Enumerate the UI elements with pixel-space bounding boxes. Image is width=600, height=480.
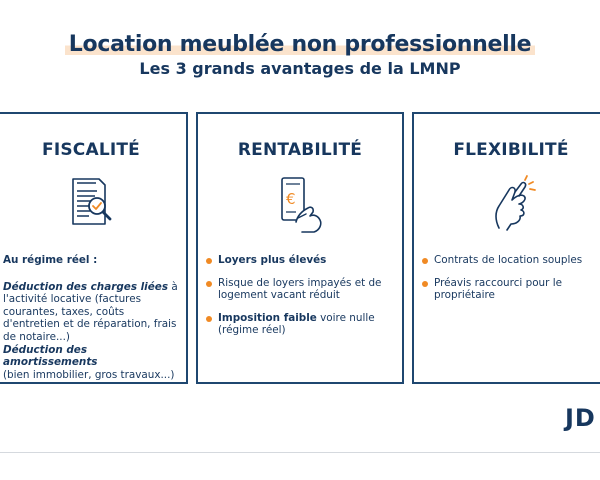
- hand-snap-fingers-icon: [485, 174, 537, 238]
- svg-text:€: €: [286, 190, 296, 208]
- divider: [0, 452, 600, 453]
- bullet-icon: [206, 281, 212, 287]
- card-title: FLEXIBILITÉ: [453, 140, 569, 160]
- paragraph-amortissements: Déduction des amortissements (bien immobilier, gros travaux...): [3, 343, 175, 381]
- card-title: RENTABILITÉ: [237, 140, 363, 160]
- list-item: Contrats de location souples: [422, 254, 600, 267]
- paragraph-charges: Déduction des charges liées à l'activité locative (factures courantes, taxes, coûts d'entretien et de réparation, frais de notaire...): [3, 280, 178, 343]
- bullet-icon: [206, 258, 212, 264]
- document-magnifier-check-icon: [65, 174, 117, 234]
- header: [0, 32, 600, 78]
- page-title: Location meublée non professionnelle: [65, 32, 535, 57]
- list-item: Préavis raccourci pour le propriétaire: [422, 277, 600, 302]
- bullet-icon: [422, 258, 428, 264]
- intro-text: Au régime réel :: [3, 254, 98, 266]
- card-fiscalite: [0, 112, 188, 384]
- list-item: Imposition faible voire nulle (régime réel): [206, 312, 394, 337]
- card-body: [206, 254, 394, 347]
- bullet-icon: [422, 281, 428, 287]
- bullet-icon: [206, 316, 212, 322]
- page-subtitle: Les 3 grands avantages de la LMNP: [139, 59, 461, 78]
- card-rentabilite: [196, 112, 404, 384]
- hand-euro-receipt-icon: [274, 174, 326, 238]
- card-body: [422, 254, 600, 312]
- card-flexibilite: [412, 112, 600, 384]
- brand-logo: JD: [565, 404, 596, 432]
- list-item: Loyers plus élevés: [206, 254, 394, 267]
- card-title: FISCALITÉ: [42, 140, 140, 160]
- card-body: [3, 254, 180, 381]
- list-item: Risque de loyers impayés et de logement vacant réduit: [206, 277, 394, 302]
